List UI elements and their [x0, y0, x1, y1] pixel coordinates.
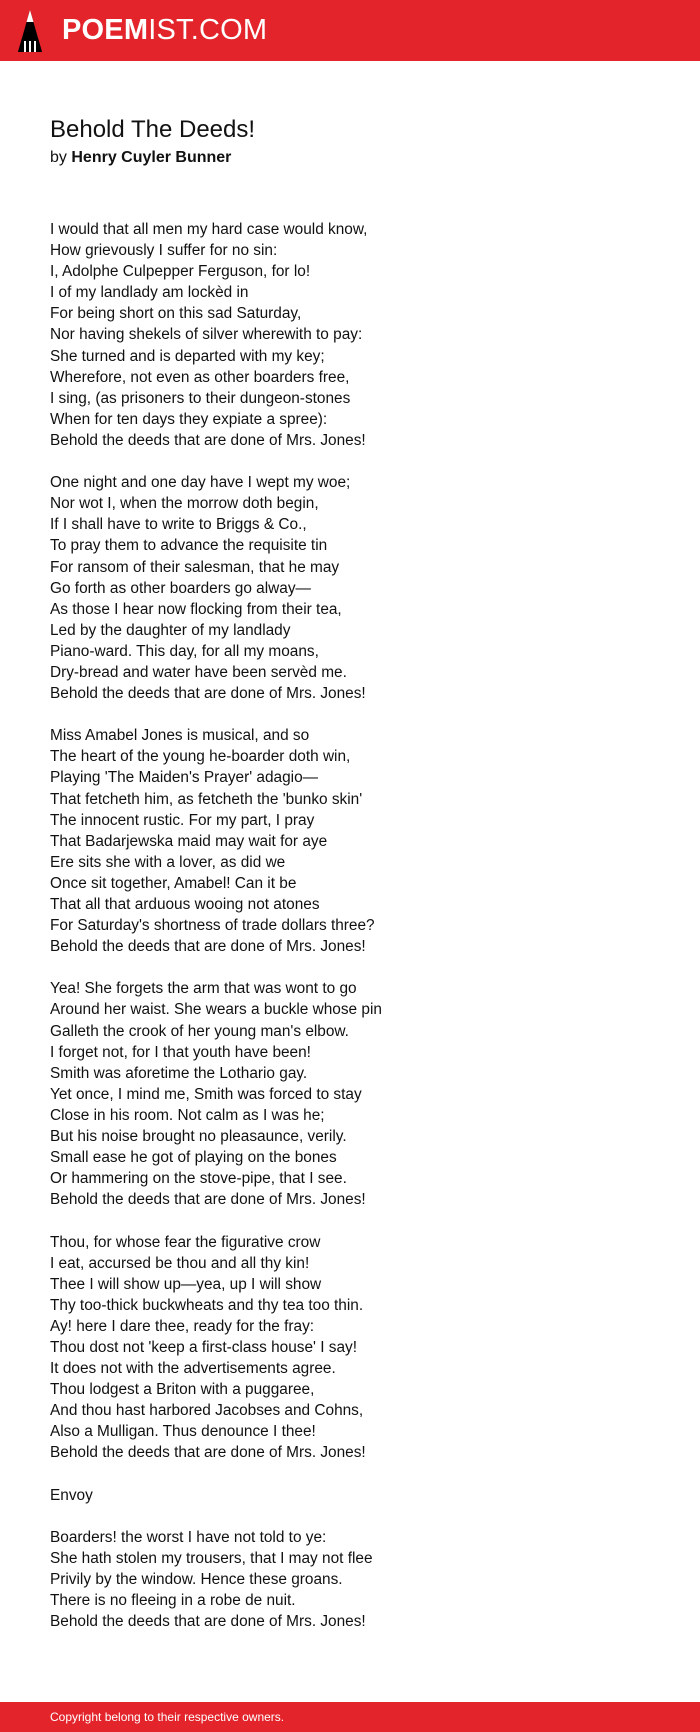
poem-line: I forget not, for I that youth have been! — [50, 1043, 311, 1061]
poem-line: Thee I will show up—yea, up I will show — [50, 1275, 322, 1293]
poem-line: Envoy — [50, 1486, 93, 1504]
poem-line: It does not with the advertisements agree. — [50, 1360, 336, 1378]
poem-line: Boarders! the worst I have not told to ye: — [50, 1528, 327, 1546]
site-logo-link[interactable] — [62, 16, 267, 45]
poem-body — [50, 219, 650, 1632]
poem-line: Piano-ward. This day, for all my moans, — [50, 642, 319, 660]
stanza-break — [50, 1210, 650, 1231]
poem-line: Around her waist. She wears a buckle whose pin — [50, 1001, 382, 1019]
poem-line: Nor having shekels of silver wherewith to pay: — [50, 326, 363, 344]
poem-line: The heart of the young he-boarder doth win, — [50, 748, 351, 766]
poem-line: To pray them to advance the requisite tin — [50, 537, 328, 555]
stanza-break — [50, 704, 650, 725]
poem-line: Once sit together, Amabel! Can it be — [50, 874, 297, 892]
poem-line: Dry-bread and water have been servèd me. — [50, 663, 347, 681]
poem-line: Playing 'The Maiden's Prayer' adagio— — [50, 769, 319, 787]
poem-line: Smith was aforetime the Lothario gay. — [50, 1064, 308, 1082]
poem-line: Small ease he got of playing on the bones — [50, 1149, 337, 1167]
poem-line: She turned and is departed with my key; — [50, 347, 325, 365]
poem-line: That Badarjewska maid may wait for aye — [50, 832, 328, 850]
poem-line: I of my landlady am lockèd in — [50, 284, 249, 302]
stanza-break — [50, 1464, 650, 1485]
poem-line: Thou lodgest a Briton with a puggaree, — [50, 1381, 315, 1399]
poem-line: Yet once, I mind me, Smith was forced to stay — [50, 1085, 362, 1103]
poem-line: Ay! here I dare thee, ready for the fray: — [50, 1317, 315, 1335]
logo-text-bold: POEM — [62, 14, 149, 46]
poem-line: Behold the deeds that are done of Mrs. Jones! — [50, 431, 366, 449]
logo-text-light: IST.COM — [148, 14, 268, 46]
poem-line: As those I hear now flocking from their tea, — [50, 600, 342, 618]
byline — [50, 147, 650, 169]
poem-line: I eat, accursed be thou and all thy kin! — [50, 1254, 310, 1272]
poem-line: Privily by the window. Hence these groans. — [50, 1571, 343, 1588]
stanza-break — [50, 1506, 650, 1527]
poem-line: There is no fleeing in a robe de nuit. — [50, 1592, 296, 1610]
copyright-text: Copyright belong to their respective owners. — [50, 1710, 285, 1724]
poem-line: Behold the deeds that are done of Mrs. Jones! — [50, 938, 366, 956]
stanza-break — [50, 451, 650, 472]
poem-line: Or hammering on the stove-pipe, that I see. — [50, 1170, 347, 1188]
poem-line: If I shall have to write to Briggs & Co., — [50, 516, 307, 534]
poem-line: I sing, (as prisoners to their dungeon-stones — [50, 389, 351, 407]
poem-line: Behold the deeds that are done of Mrs. Jones! — [50, 1444, 366, 1462]
poem-line: Galleth the crook of her young man's elbow. — [50, 1022, 349, 1040]
poem-line: She hath stolen my trousers, that I may not flee — [50, 1549, 373, 1567]
poem-line: Miss Amabel Jones is musical, and so — [50, 727, 310, 745]
poem-line: Wherefore, not even as other boarders free, — [50, 368, 350, 386]
stanza-break — [50, 957, 650, 978]
site-footer — [0, 1702, 700, 1732]
poem-line: I would that all men my hard case would know, — [50, 221, 368, 238]
poem-line: When for ten days they expiate a spree): — [50, 410, 328, 428]
poem-title: Behold The Deeds! — [50, 116, 256, 143]
poem-line: Behold the deeds that are done of Mrs. Jones! — [50, 1613, 366, 1631]
poem-line: Behold the deeds that are done of Mrs. Jones! — [50, 685, 366, 703]
poem-line: But his noise brought no pleasaunce, verily. — [50, 1128, 347, 1146]
poem-line: Also a Mulligan. Thus denounce I thee! — [50, 1423, 316, 1441]
poem-line: That fetcheth him, as fetcheth the 'bunko skin' — [50, 790, 363, 808]
poem-line: Thy too-thick buckwheats and thy tea too thin. — [50, 1296, 364, 1314]
poem-line: Led by the daughter of my landlady — [50, 621, 291, 639]
site-header — [0, 0, 700, 61]
poem-line: Thou, for whose fear the figurative crow — [50, 1233, 321, 1251]
poem-line: For Saturday's shortness of trade dollars three? — [50, 917, 375, 935]
by-label: by — [50, 149, 67, 166]
poem-line: Behold the deeds that are done of Mrs. Jones! — [50, 1191, 366, 1209]
poem-line: Thou dost not 'keep a first-class house' I say! — [50, 1338, 358, 1356]
poem-line: One night and one day have I wept my woe; — [50, 474, 351, 492]
poem-line: Nor wot I, when the morrow doth begin, — [50, 495, 319, 513]
author-name: Henry Cuyler Bunner — [71, 149, 232, 166]
poem-line: Go forth as other boarders go alway— — [50, 579, 311, 597]
poem-line: How grievously I suffer for no sin: — [50, 242, 278, 260]
poem-line: For ransom of their salesman, that he may — [50, 558, 340, 576]
poem-line: The innocent rustic. For my part, I pray — [50, 811, 315, 829]
pencil-logo-icon[interactable] — [18, 10, 42, 52]
poem-line: And thou hast harbored Jacobses and Cohns, — [50, 1402, 364, 1420]
poem-line: Close in his room. Not calm as I was he; — [50, 1106, 325, 1124]
poem-line: Yea! She forgets the arm that was wont to go — [50, 980, 357, 998]
poem-line: Ere sits she with a lover, as did we — [50, 853, 286, 871]
poem-line: I, Adolphe Culpepper Ferguson, for lo! — [50, 263, 311, 281]
poem-line: For being short on this sad Saturday, — [50, 305, 302, 323]
poem-line: That all that arduous wooing not atones — [50, 896, 320, 913]
poem-header — [50, 114, 650, 169]
